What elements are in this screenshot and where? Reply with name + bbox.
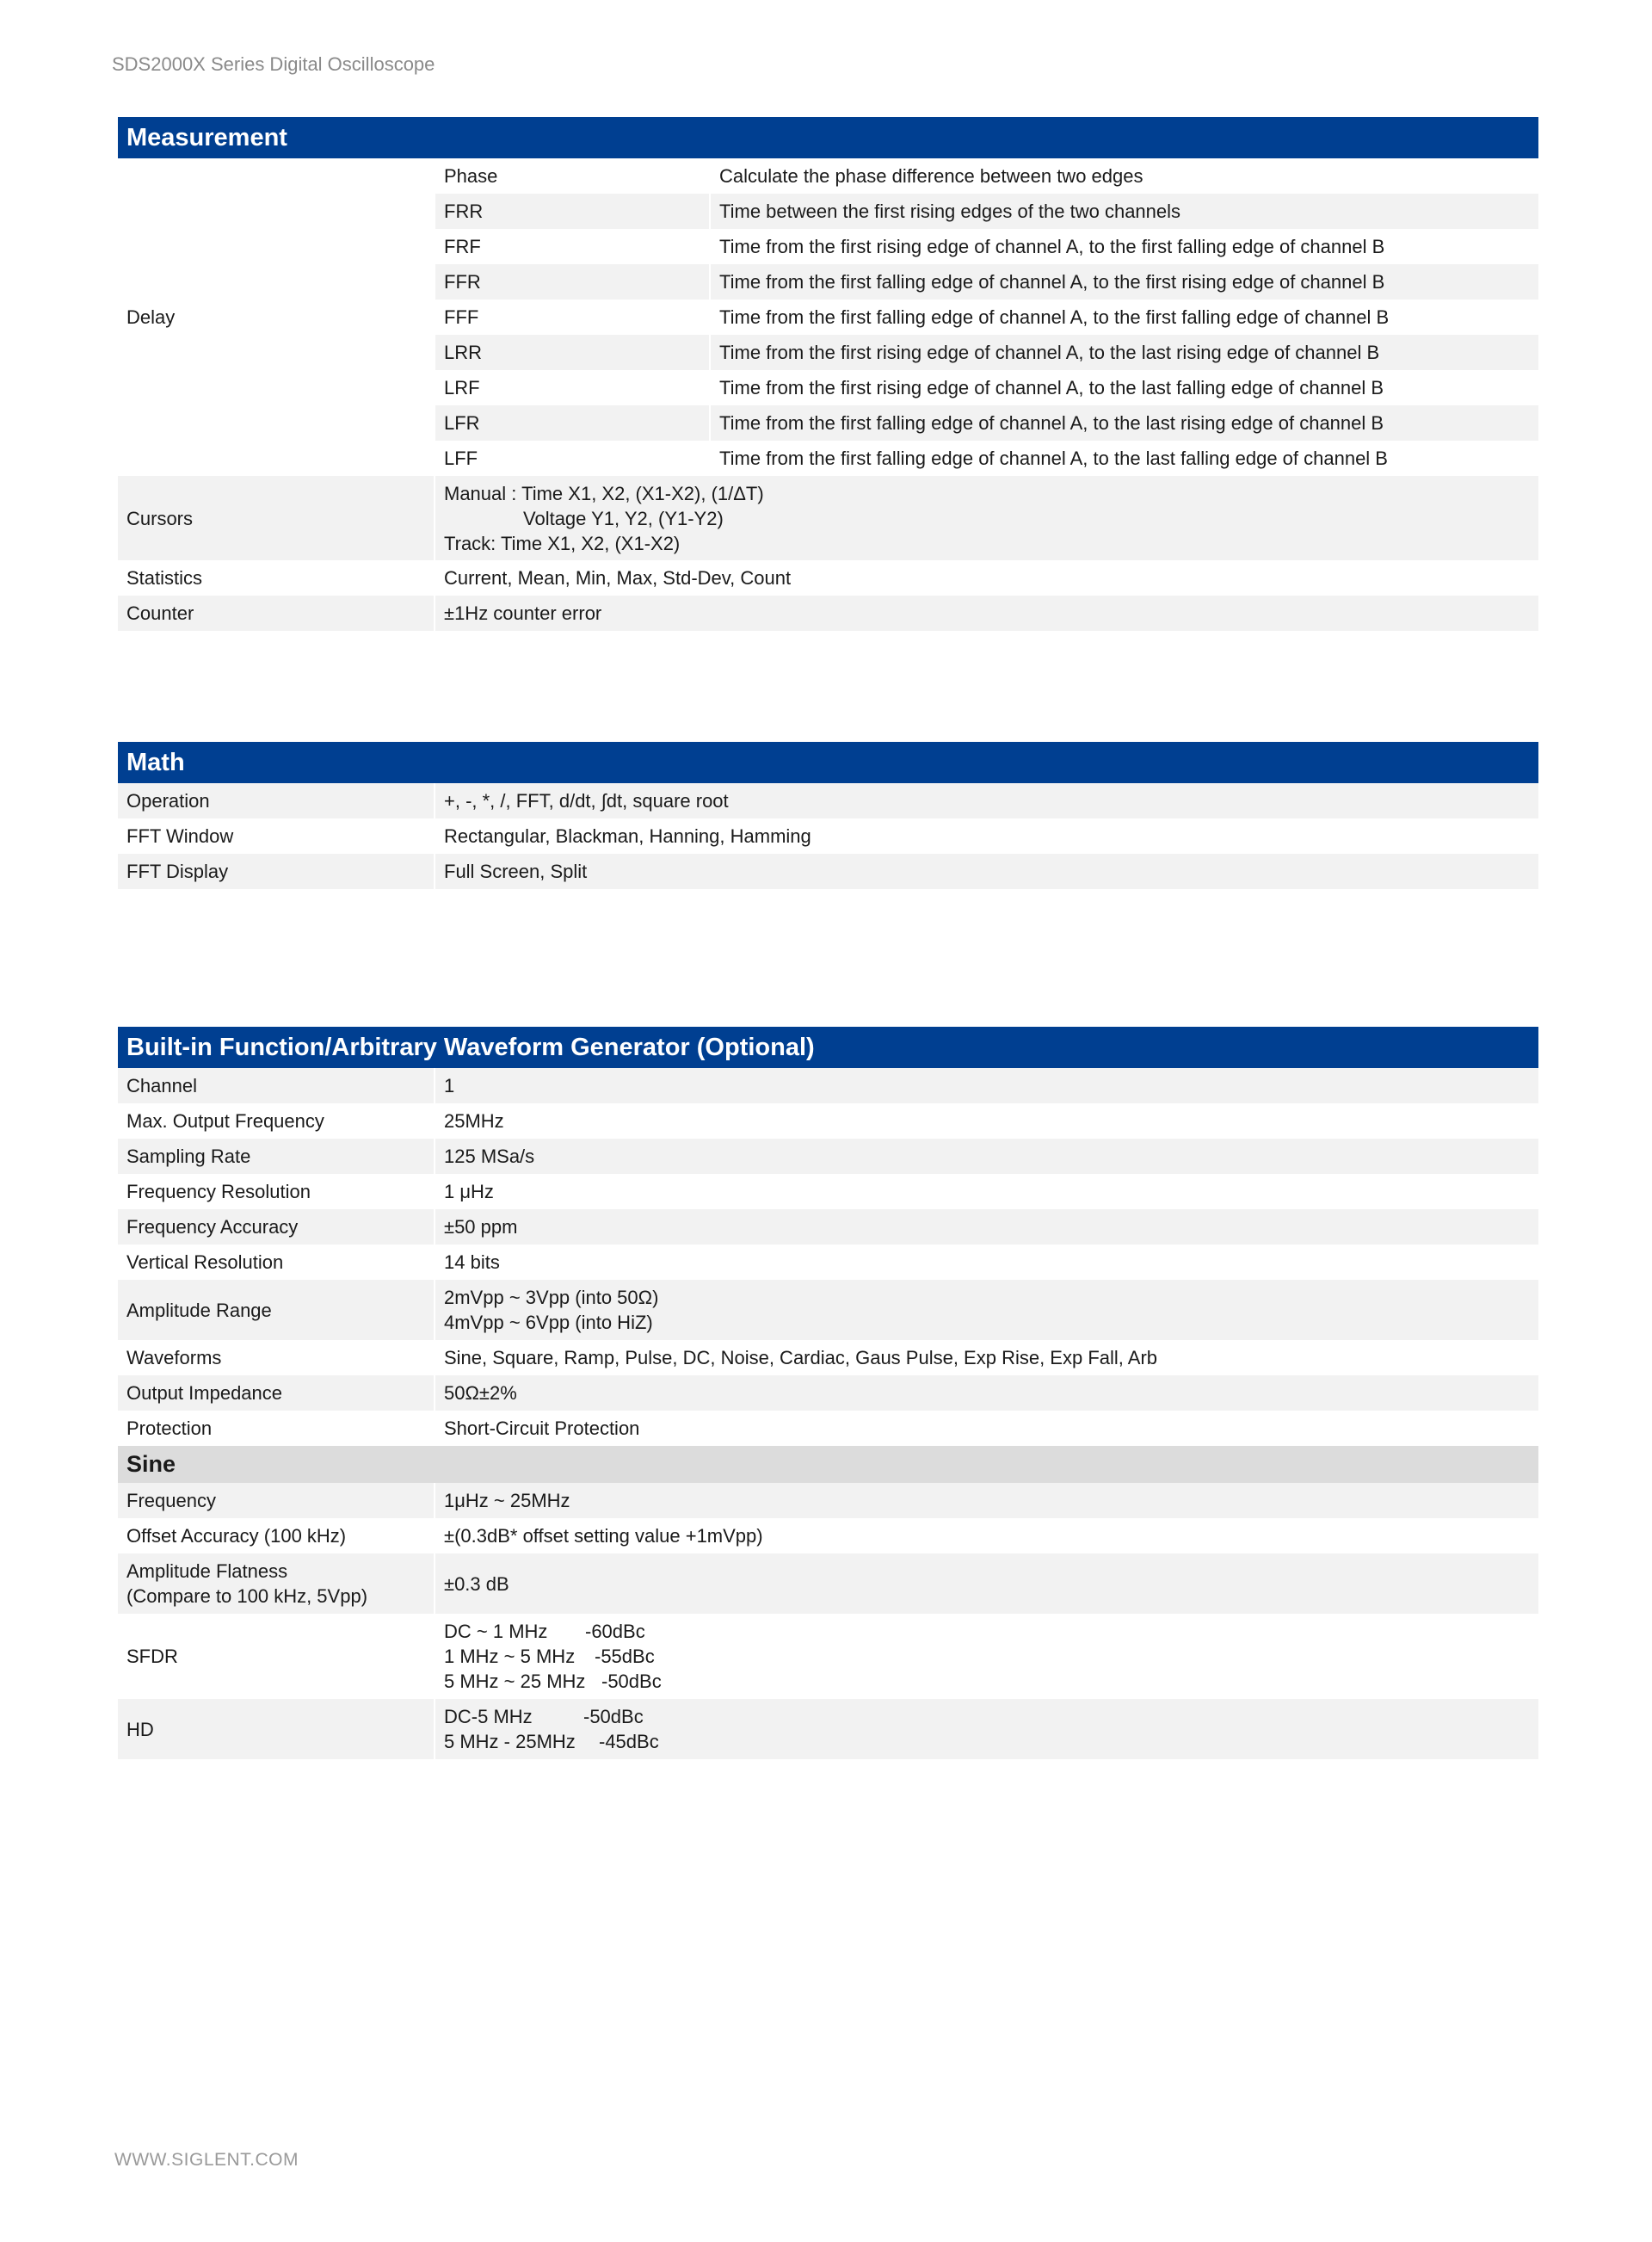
sfdr-level: -50dBc [601, 1671, 662, 1692]
row-value: Sine, Square, Ramp, Pulse, DC, Noise, Cardiac, Gaus Pulse, Exp Rise, Exp Fall, Arb [435, 1340, 1538, 1375]
subsection-header [118, 1446, 1538, 1483]
delay-item-name: FRR [435, 194, 710, 229]
sfdr-range: DC ~ 1 MHz [444, 1621, 548, 1642]
sfdr-level: -60dBc [585, 1621, 645, 1642]
hd-level: -45dBc [599, 1731, 659, 1752]
row-value: 50Ω±2% [435, 1375, 1538, 1411]
row-label: Output Impedance [118, 1375, 435, 1411]
row-value: Rectangular, Blackman, Hanning, Hamming [435, 818, 1538, 854]
sfdr-label: SFDR [118, 1614, 435, 1699]
measurement-table [118, 117, 1538, 631]
delay-item-name: FFF [435, 300, 710, 335]
delay-item-name: LFF [435, 441, 710, 476]
delay-item-name: FRF [435, 229, 710, 264]
row-value: 125 MSa/s [435, 1139, 1538, 1174]
amplitude-line: 2mVpp ~ 3Vpp (into 50Ω) [444, 1287, 659, 1308]
section-header [118, 1027, 1538, 1068]
row-label: FFT Window [118, 818, 435, 854]
table-row [118, 1483, 1538, 1518]
delay-item-desc: Time between the first rising edges of the two channels [710, 194, 1538, 229]
row-label: Max. Output Frequency [118, 1103, 435, 1139]
footer-url: WWW.SIGLENT.COM [114, 2150, 299, 2170]
table-row [118, 1340, 1538, 1375]
row-value: 25MHz [435, 1103, 1538, 1139]
amplitude-line: 4mVpp ~ 6Vpp (into HiZ) [444, 1312, 653, 1333]
section-title-awg: Built-in Function/Arbitrary Waveform Generator (Optional) [118, 1027, 1538, 1068]
row-value: 1μHz ~ 25MHz [435, 1483, 1538, 1518]
table-row [118, 1375, 1538, 1411]
row-label: Channel [118, 1068, 435, 1103]
table-row [118, 818, 1538, 854]
table-row [118, 1245, 1538, 1280]
sfdr-value [435, 1614, 1538, 1699]
hd-line [444, 1704, 1530, 1729]
cursors-line: Voltage Y1, Y2, (Y1-Y2) [523, 507, 724, 529]
table-row-statistics [118, 560, 1538, 596]
document-header: SDS2000X Series Digital Oscilloscope [112, 53, 435, 75]
row-label: Vertical Resolution [118, 1245, 435, 1280]
row-label: Offset Accuracy (100 kHz) [118, 1518, 435, 1553]
row-value: 1 [435, 1068, 1538, 1103]
delay-item-desc: Time from the first rising edge of channel A, to the last falling edge of channel B [710, 370, 1538, 405]
section-title-math: Math [118, 742, 1538, 783]
row-label: Protection [118, 1411, 435, 1446]
sfdr-range: 1 MHz ~ 5 MHz [444, 1646, 576, 1667]
subsection-title-sine: Sine [118, 1446, 1538, 1483]
counter-label: Counter [118, 596, 435, 631]
delay-item-desc: Time from the first falling edge of channel A, to the first rising edge of channel B [710, 264, 1538, 300]
row-label: FFT Display [118, 854, 435, 889]
delay-item-name: LRR [435, 335, 710, 370]
delay-label: Delay [118, 158, 435, 476]
row-value: 1 μHz [435, 1174, 1538, 1209]
table-row [118, 158, 1538, 194]
hd-line [444, 1729, 1530, 1754]
sfdr-line [444, 1644, 1530, 1669]
row-label: Frequency Resolution [118, 1174, 435, 1209]
counter-value: ±1Hz counter error [435, 596, 1538, 631]
table-row-cursors [118, 476, 1538, 560]
table-row-amplitude [118, 1280, 1538, 1340]
row-value: 14 bits [435, 1245, 1538, 1280]
table-row [118, 1139, 1538, 1174]
flatness-label [118, 1553, 435, 1614]
table-row-flatness [118, 1553, 1538, 1614]
hd-value [435, 1699, 1538, 1759]
table-row-sfdr [118, 1614, 1538, 1699]
sfdr-line [444, 1669, 1530, 1694]
row-label: Operation [118, 783, 435, 818]
section-header [118, 117, 1538, 158]
sfdr-line [444, 1619, 1530, 1644]
row-value: Short-Circuit Protection [435, 1411, 1538, 1446]
cursors-value [435, 476, 1538, 560]
flatness-label-line: (Compare to 100 kHz, 5Vpp) [126, 1585, 368, 1607]
row-value: ±(0.3dB* offset setting value +1mVpp) [435, 1518, 1538, 1553]
awg-table [118, 1027, 1538, 1759]
row-label: Waveforms [118, 1340, 435, 1375]
table-row [118, 783, 1538, 818]
hd-range: 5 MHz - 25MHz [444, 1731, 576, 1752]
table-row-hd [118, 1699, 1538, 1759]
hd-level: -50dBc [583, 1706, 644, 1727]
statistics-value: Current, Mean, Min, Max, Std-Dev, Count [435, 560, 1538, 596]
cursors-line: Track: Time X1, X2, (X1-X2) [444, 532, 681, 554]
delay-item-desc: Time from the first falling edge of channel A, to the last rising edge of channel B [710, 405, 1538, 441]
row-value: Full Screen, Split [435, 854, 1538, 889]
delay-item-desc: Time from the first rising edge of channel A, to the last rising edge of channel B [710, 335, 1538, 370]
section-title-measurement: Measurement [118, 117, 1538, 158]
flatness-value: ±0.3 dB [435, 1553, 1538, 1614]
delay-item-desc: Calculate the phase difference between two edges [710, 158, 1538, 194]
row-value: +, -, *, /, FFT, d/dt, ∫dt, square root [435, 783, 1538, 818]
table-row [118, 1518, 1538, 1553]
section-header [118, 742, 1538, 783]
delay-item-desc: Time from the first falling edge of channel A, to the first falling edge of channel B [710, 300, 1538, 335]
delay-item-name: LRF [435, 370, 710, 405]
amplitude-value [435, 1280, 1538, 1340]
hd-range: DC-5 MHz [444, 1706, 533, 1727]
delay-item-name: FFR [435, 264, 710, 300]
delay-item-desc: Time from the first falling edge of channel A, to the last falling edge of channel B [710, 441, 1538, 476]
table-row [118, 1209, 1538, 1245]
cursors-label: Cursors [118, 476, 435, 560]
table-row-counter [118, 596, 1538, 631]
statistics-label: Statistics [118, 560, 435, 596]
table-row [118, 1174, 1538, 1209]
sfdr-level: -55dBc [595, 1646, 655, 1667]
row-value: ±50 ppm [435, 1209, 1538, 1245]
table-row [118, 1068, 1538, 1103]
hd-label: HD [118, 1699, 435, 1759]
flatness-label-line: Amplitude Flatness [126, 1560, 288, 1582]
delay-item-desc: Time from the first rising edge of channel A, to the first falling edge of channel B [710, 229, 1538, 264]
amplitude-label: Amplitude Range [118, 1280, 435, 1340]
cursors-line: Manual : Time X1, X2, (X1-X2), (1/ΔT) [444, 482, 764, 504]
delay-item-name: LFR [435, 405, 710, 441]
row-label: Frequency [118, 1483, 435, 1518]
table-row [118, 1411, 1538, 1446]
delay-item-name: Phase [435, 158, 710, 194]
row-label: Sampling Rate [118, 1139, 435, 1174]
row-label: Frequency Accuracy [118, 1209, 435, 1245]
sfdr-range: 5 MHz ~ 25 MHz [444, 1671, 586, 1692]
math-table [118, 742, 1538, 889]
table-row [118, 1103, 1538, 1139]
table-row [118, 854, 1538, 889]
